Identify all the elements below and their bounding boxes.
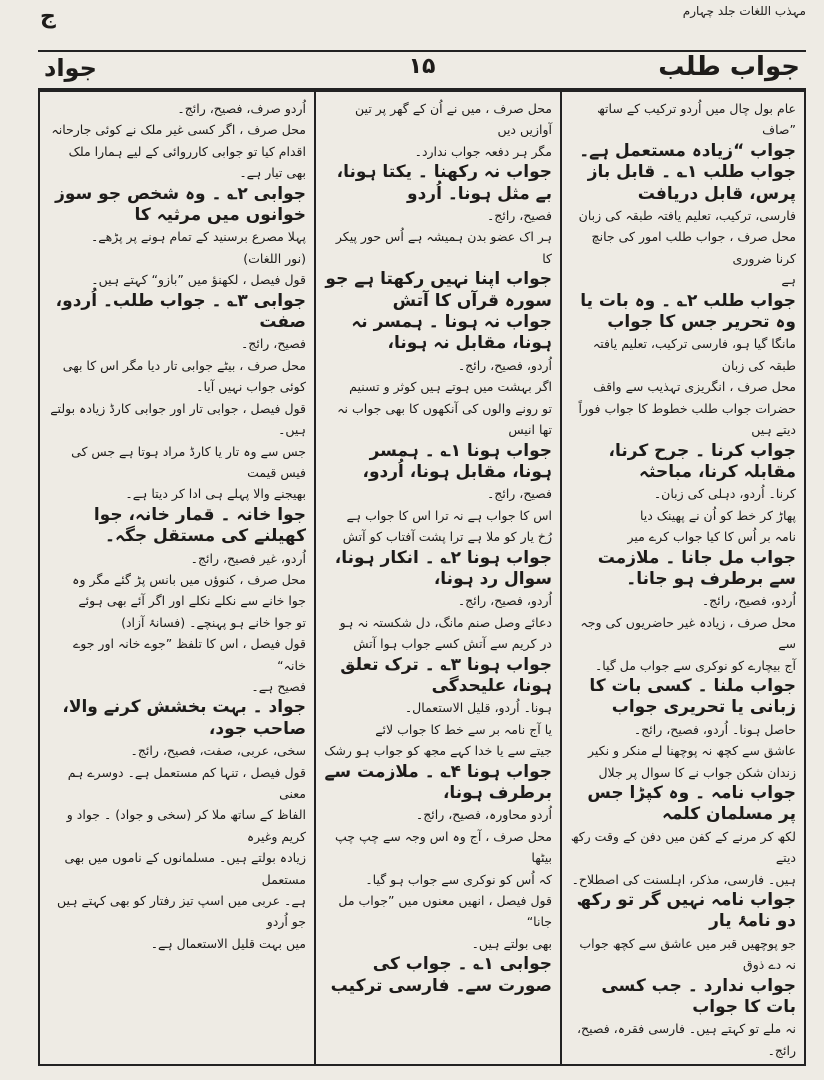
text-line: جواب اپنا نہیں رکھتا ہے جو سورہ قرآں کا آتش (325, 269, 552, 311)
header-bar (38, 50, 806, 90)
text-line: ہر اک عضو بدن ہمیشہ ہے اُس حور پیکر کا (335, 229, 552, 266)
text-line: محل صرف ، آج وہ اس وجہ سے چپ چپ بیٹھا (334, 828, 552, 866)
text-line: تو جوا خانے ہو پہنچے۔ (فسانۂ آزاد) (121, 614, 306, 630)
text-columns (38, 90, 806, 1066)
text-line: لکھ کر مرنے کے کفن میں دفن کے وقت رکھ دیتے (570, 828, 796, 866)
text-line: قول فیصل ، انھیں معنوں میں ”جواب مل جانا“ (338, 893, 552, 930)
text-line: زیادہ بولتے ہیں۔ مسلمانوں کے ناموں میں بھی مستعمل (64, 850, 306, 887)
text-line: محل صرف ، جواب طلب امور کی جانچ کرنا ضروری (591, 229, 796, 266)
text-line: جواب طلب ۱؎ ۔ قابل باز پرس، قابل دریافت (587, 162, 796, 204)
text-line: جواب نامہ نہیں گر تو رکھ دو نامۂ یار (576, 890, 796, 932)
text-line: کہ اُس کو نوکری سے جواب ہو گیا۔ (365, 871, 552, 887)
last-headword: جواد (44, 54, 97, 82)
text-line: تو رونے والوں کی آنکھوں کا بھی جواب نہ تھا انیس (337, 400, 552, 438)
text-line: جس سے وہ تار یا کارڈ مراد ہوتا ہے جس کی فیس قیمت (71, 443, 306, 480)
text-line: قول فیصل ، لکھنؤ میں ”بازو“ کہتے ہیں۔ (91, 272, 306, 288)
text-line: ہے (781, 272, 796, 288)
text-line: اُردو، غیر فصیح، رائج۔ (190, 550, 306, 566)
text-line: بھی تیار ہے۔ (239, 165, 306, 181)
text-line: یا آج نامہ بر سے خط کا جواب لائے (375, 721, 552, 737)
text-line: جوابی ۱؎ ۔ جواب کی صورت سے۔ فارسی ترکیب (330, 954, 552, 996)
text-line: جواب کرنا ۔ جرح کرنا، مقابلہ کرنا، مباحثہ (608, 440, 796, 482)
text-line: ہیں۔ فارسی، مذکر، اہلسنت کی اصطلاح۔ (571, 871, 796, 887)
text-line: اُردو، فصیح، رائج۔ (701, 593, 796, 609)
text-line: قول فیصل ، اس کا تلفظ ”جوے خانہ اور جوے خانہ“ (72, 636, 306, 673)
text-line: جواب ہونا ۴؎ ۔ ملازمت سے برطرف ہونا، (324, 761, 552, 803)
text-line: فارسی، ترکیب، تعلیم یافتہ طبقہ کی زبان (578, 208, 796, 224)
text-line: جوا خانہ ۔ قمار خانہ، جوا کھیلنے کی مستقل جگہ۔ (93, 504, 306, 547)
text-line: جو پوچھیں قبر میں عاشق سے کچھ جواب نہ دے ذوق (579, 935, 796, 973)
text-line: آج بیچارے کو نوکری سے جواب مل گیا۔ (594, 657, 796, 673)
running-head (40, 4, 806, 29)
text-line: محل صرف ، زیادہ غیر حاضریوں کی وجہ سے (580, 614, 796, 652)
column-middle (314, 92, 560, 1064)
text-line: جواب ملنا ۔ کسی بات کا زبانی یا تحریری جواب (589, 675, 796, 718)
text-line: فصیح، رائج۔ (486, 486, 552, 502)
text-line: جواب مل جانا ۔ ملازمت سے برطرف ہو جانا۔ (597, 547, 796, 589)
text-line: جواد ۔ بہت بخشش کرنے والا، صاحب جود، (62, 697, 306, 739)
text-line: ہے۔ عربی میں اسپ تیز رفتار کو بھی کہتے ہیں جو اُردو (56, 893, 306, 930)
text-line: جواب ہونا ۱؎ ۔ ہمسر ہونا، مقابل ہونا، اُردو، (362, 440, 552, 482)
text-line: جواب “زیادہ مستعمل ہے۔ (579, 140, 796, 161)
text-line: بھیجنے والا پہلے ہی ادا کر دیتا ہے۔ (125, 486, 306, 502)
text-line: اگر بہشت میں ہوتے ہیں کوثر و تسنیم (349, 379, 552, 395)
text-line: ہونا۔ اُردو، قلیل الاستعمال۔ (404, 700, 552, 716)
text-line: (نور اللغات) (243, 250, 306, 266)
text-line: جیتے سے یا خدا کہے مجھ کو جواب ہو رشک (324, 743, 552, 759)
text-line: جوا خانے سے نکلے نکلے اور اگر آئے بھی ہوئے (78, 593, 306, 609)
text-line: جواب ندارد ۔ جب کسی بات کا جواب (601, 975, 796, 1018)
text-line: زندان شکن جواب نے کا سوال پر جلال (598, 764, 796, 780)
text-line: جواب نہ ہونا ۔ ہمسر نہ ہونا، مقابل نہ ہونا، (351, 312, 552, 354)
text-line: محل صرف ، انگریزی تہذیب سے واقف (593, 379, 796, 395)
book-title: مہذب اللغات جلد چہارم (682, 4, 806, 18)
section-letter: ج (40, 4, 56, 29)
first-headword: جواب طلب (658, 52, 800, 82)
text-line: اقدام کیا تو جوابی کارروائی کے لیے ہمارا ملک (68, 143, 306, 159)
text-line: جواب نامہ ۔ وہ کپڑا جس پر مسلمان کلمہ (587, 783, 796, 825)
text-line: بھی بولتے ہیں۔ (471, 935, 552, 951)
text-line: قول فیصل ، جوابی تار اور جوابی کارڈ زیادہ بولتے ہیں۔ (50, 400, 306, 438)
text-line: محل صرف ، میں نے اُن کے گھر پر تین آوازیں دیں (355, 101, 552, 138)
text-line: محل صرف ، اگر کسی غیر ملک نے کوئی جارحانہ (51, 122, 306, 138)
text-line: جوابی ۳؎ ۔ جواب طلب۔ اُردو، صفت (55, 290, 306, 333)
text-line: مانگا گیا ہو، فارسی ترکیب، تعلیم یافتہ طبقہ کی زبان (592, 336, 796, 373)
text-line: اُردو، فصیح، رائج۔ (457, 593, 552, 609)
column-right (560, 92, 804, 1064)
text-line: جواب ہونا ۳؎ ۔ ترک تعلق ہونا، علیحدگی (340, 654, 552, 696)
text-line: حضرات جواب طلب خطوط کا جواب فوراً دیتے ہیں (578, 400, 796, 438)
column-left (40, 92, 314, 1064)
text-line: پھاڑ کر خط کو اُن نے پھینک دیا (639, 507, 796, 523)
text-line: رُخ یار کو ملا ہے ترا پشت آفتاب کو آتش (342, 529, 552, 545)
text-line: فصیح ہے۔ (251, 678, 306, 694)
text-line: حاصل ہونا۔ اُردو، فصیح، رائج۔ (633, 721, 796, 737)
text-line: جواب طلب ۲؎ ۔ وہ بات یا وہ تحریر جس کا جواب (580, 290, 796, 333)
text-line: قول فیصل ، تنہا کم مستعمل ہے۔ دوسرے ہم معنی (67, 764, 306, 801)
text-line: جواب ہونا ۲؎ ۔ انکار ہونا، سوال رد ہونا، (334, 547, 552, 589)
text-line: عام بول چال میں اُردو ترکیب کے ساتھ ”صاف (597, 101, 796, 138)
text-line: نہ ملے تو کہتے ہیں۔ فارسی فقرہ، فصیح، رائج۔ (577, 1021, 796, 1058)
text-line: سخی، عربی، صفت، فصیح، رائج۔ (130, 743, 306, 759)
page-number: ۱۵ (408, 54, 436, 79)
text-line: محل صرف ، کنوؤں میں بانس پڑ گئے مگر وہ (72, 571, 306, 587)
text-line: جواب نہ رکھنا ۔ یکتا ہونا، بے مثل ہونا۔ اُردو (336, 162, 552, 204)
text-line: اُردو محاورہ، فصیح، رائج۔ (415, 807, 552, 823)
text-line: نامہ بر اُس کا کیا جواب کرے میر (627, 529, 796, 545)
text-line: در کریم سے آتش کسے جواب ہوا آتش (353, 636, 552, 652)
text-line: فصیح، رائج۔ (486, 208, 552, 224)
text-line: محل صرف ، بیٹے جوابی تار دیا مگر اس کا بھی (62, 357, 306, 373)
text-line: جوابی ۲؎ ۔ وہ شخص جو سوز خوانوں میں مرثیہ کا (55, 183, 306, 226)
text-line: الفاظ کے ساتھ ملا کر (سخی و جواد) ۔ جواد و کریم وغیرہ (66, 807, 306, 844)
text-line: کرنا۔ اُردو، دہلی کی زبان۔ (653, 486, 796, 502)
text-line: فصیح، رائج۔ (240, 336, 306, 352)
text-line: کوئی جواب نہیں آیا۔ (196, 379, 306, 395)
text-line: عاشق سے کچھ نہ پوچھنا لے منکر و نکیر (588, 743, 796, 759)
text-line: اُردو، فصیح، رائج۔ (457, 357, 552, 373)
text-line: اُردو صرف، فصیح، رائج۔ (177, 101, 306, 116)
text-line: پہلا مصرع برسنید کے تمام ہونے پر پڑھے۔ (90, 229, 306, 245)
text-line: اس کا جواب ہے نہ ترا اس کا جواب ہے (346, 507, 552, 523)
text-line: مگر ہر دفعہ جواب ندارد۔ (414, 143, 552, 159)
text-line: میں بہت قلیل الاستعمال ہے۔ (150, 935, 306, 951)
text-line: دعائے وصل صنم مانگ، دل شکستہ نہ ہو (339, 614, 552, 630)
